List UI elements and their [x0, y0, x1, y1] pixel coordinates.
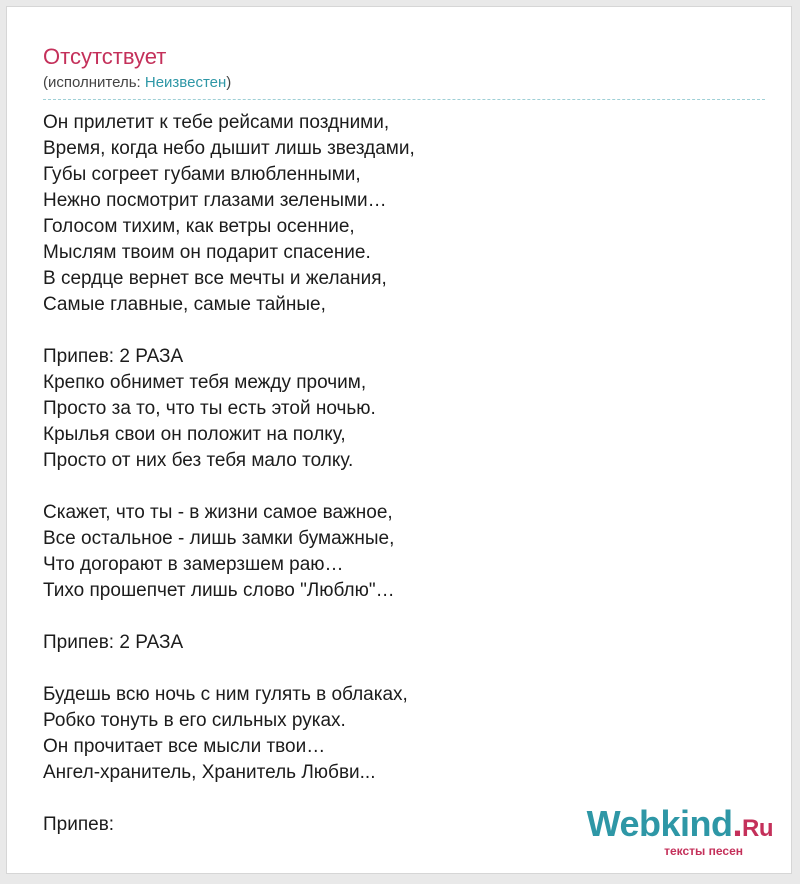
- lyrics-line: Крепко обнимет тебя между прочим,: [43, 372, 367, 393]
- performer-link[interactable]: Неизвестен: [144, 74, 227, 91]
- lyrics-text: [43, 110, 763, 864]
- lyrics-line: Самые главные, самые тайные,: [43, 294, 326, 315]
- lyrics-card: [6, 6, 792, 874]
- lyrics-line: Губы согреет губами влюбленными,: [43, 164, 361, 185]
- lyrics-line: Ангел-хранитель, Хранитель Любви...: [43, 762, 376, 783]
- logo-dot: .: [732, 803, 742, 844]
- lyrics-stanza: [43, 344, 763, 474]
- logo-word: Webkind: [586, 803, 733, 844]
- lyrics-line: В сердце вернет все мечты и желания,: [43, 268, 387, 289]
- lyrics-line: Будешь всю ночь с ним гулять в облаках,: [43, 684, 408, 705]
- lyrics-stanza: [43, 110, 763, 318]
- lyrics-stanza: [43, 630, 763, 656]
- lyrics-line: Скажет, что ты - в жизни самое важное,: [43, 502, 393, 523]
- performer-suffix: ): [226, 74, 232, 91]
- lyrics-line: Все остальное - лишь замки бумажные,: [43, 528, 395, 549]
- logo-tagline: тексты песен: [664, 844, 743, 858]
- lyrics-line: Он прилетит к тебе рейсами поздними,: [43, 112, 390, 133]
- lyrics-line: Просто за то, что ты есть этой ночью.: [43, 398, 376, 419]
- performer-prefix: (исполнитель:: [43, 74, 145, 91]
- lyrics-line: Припев: 2 РАЗА: [43, 346, 184, 367]
- lyrics-line: Припев:: [43, 814, 115, 835]
- lyrics-line: Просто от них без тебя мало толку.: [43, 450, 354, 471]
- lyrics-stanza: [43, 500, 763, 604]
- lyrics-line: Тихо прошепчет лишь слово "Люблю"…: [43, 580, 395, 601]
- lyrics-line: Голосом тихим, как ветры осенние,: [43, 216, 355, 237]
- lyrics-stanza: [43, 682, 763, 786]
- lyrics-line: Нежно посмотрит глазами зелеными…: [43, 190, 387, 211]
- performer-line: [43, 73, 231, 93]
- lyrics-line: Припев: 2 РАЗА: [43, 632, 184, 653]
- title-divider: [43, 99, 765, 100]
- lyrics-line: Время, когда небо дышит лишь звездами,: [43, 138, 415, 159]
- lyrics-line: Робко тонуть в его сильных руках.: [43, 710, 346, 731]
- lyrics-line: Что догорают в замерзшем раю…: [43, 554, 344, 575]
- song-title: Отсутствует: [43, 44, 167, 69]
- lyrics-line: Он прочитает все мысли твои…: [43, 736, 326, 757]
- lyrics-line: Мыслям твоим он подарит спасение.: [43, 242, 371, 263]
- logo-wordmark: [586, 803, 773, 847]
- site-logo[interactable]: [586, 803, 773, 858]
- logo-tld: Ru: [742, 815, 773, 842]
- lyrics-line: Крылья свои он положит на полку,: [43, 424, 346, 445]
